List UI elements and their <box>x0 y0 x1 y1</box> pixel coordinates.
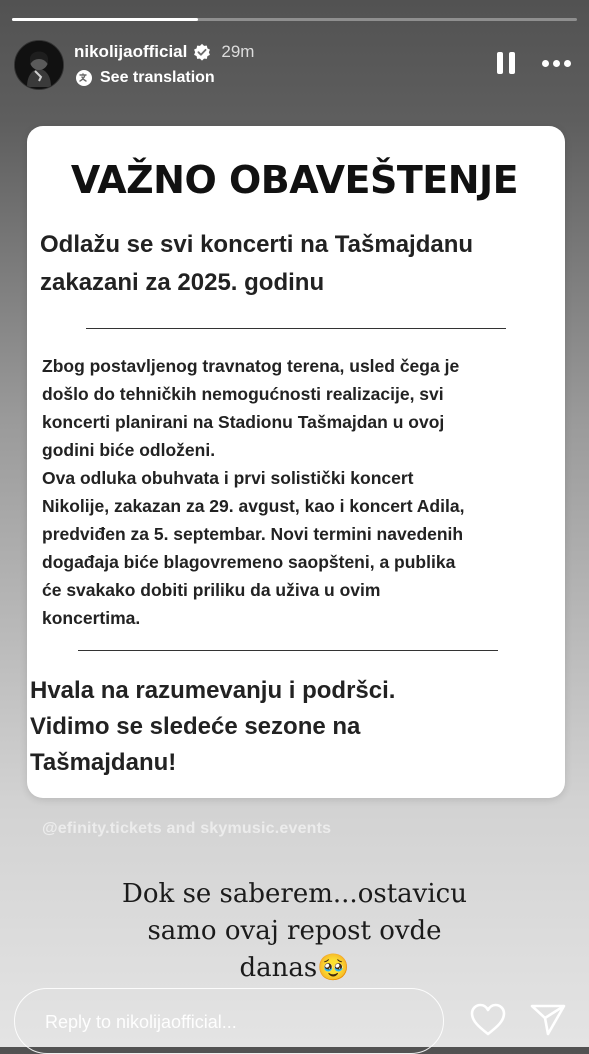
announcement-body: Zbog postavljenog travnatog terena, usled čega je došlo do tehničkih nemogućnosti realizacije, svi koncerti planirani na Stadionu Tašmajdan u ovoj godini biće odloženi. Ova odluka obuhvata i prvi solistički koncert Nikolije, zakazan za 29. avgust, kao i koncert Adila, predviđen za 5. septembar. Novi termini navedenih događaja biće blagovremeno saopšteni, a publika će svakako dobiti priliku da uživa u ovim koncertima. <box>42 356 465 628</box>
divider <box>78 650 498 651</box>
like-button[interactable] <box>469 1002 507 1038</box>
divider <box>86 328 506 329</box>
story-progress-bar <box>12 18 577 21</box>
more-icon-dot <box>564 60 571 67</box>
more-icon <box>542 60 549 67</box>
pause-button[interactable] <box>497 52 517 76</box>
share-button[interactable] <box>528 1002 568 1038</box>
reply-input[interactable] <box>14 988 444 1054</box>
announcement-subtitle: Odlažu se svi koncerti na Tašmajdanu zakazani za 2025. godinu <box>40 231 474 296</box>
announcement-closing: Hvala na razumevanju i podršci. Vidimo se sledeće sezone na Tašmajdanu! <box>30 677 396 776</box>
more-options-button[interactable] <box>542 60 571 67</box>
see-translation-label: See translation <box>100 69 215 86</box>
repost-mention[interactable]: @efinity.tickets and skymusic.events <box>42 820 332 837</box>
avatar-icon <box>15 41 63 89</box>
see-translation-link[interactable] <box>74 68 215 88</box>
user-line <box>74 42 254 62</box>
verified-badge-icon <box>193 43 211 61</box>
story-progress-fill <box>12 18 198 21</box>
pause-icon <box>497 52 503 74</box>
avatar[interactable] <box>14 40 64 90</box>
story-header <box>14 40 575 90</box>
story-caption: Dok se saberem...ostavicu samo ovaj repost ovde danas🥹 <box>122 879 467 983</box>
username[interactable]: nikolijaofficial <box>74 42 188 61</box>
reply-placeholder: Reply to nikolijaofficial... <box>45 1012 237 1032</box>
heart-icon <box>469 1002 507 1038</box>
announcement-title: VAŽNO OBAVEŠTENJE <box>70 158 519 202</box>
more-icon-dot <box>553 60 560 67</box>
translate-icon <box>74 68 94 88</box>
pause-icon-bar <box>509 52 515 74</box>
post-time: 29m <box>221 42 255 61</box>
send-icon <box>528 1002 568 1038</box>
